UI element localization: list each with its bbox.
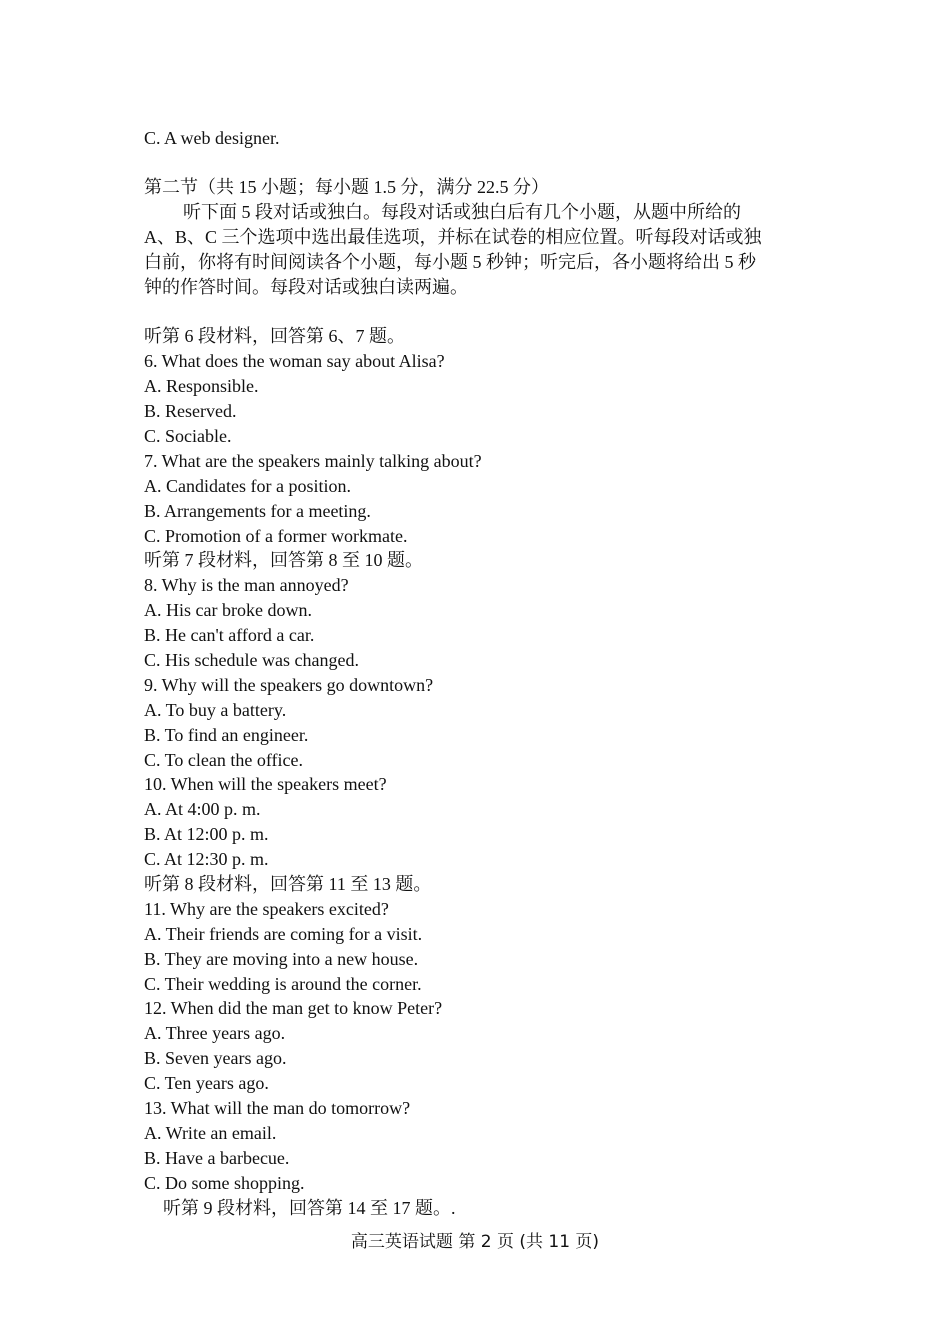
section-heading: 第二节（共 15 小题；每小题 1.5 分，满分 22.5 分） (144, 177, 549, 197)
question: 13. What will the man do tomorrow? (144, 1098, 411, 1118)
option-line: C. To clean the office. (144, 750, 304, 770)
question: 8. Why is the man annoyed? (144, 575, 349, 595)
option-line: B. Reserved. (144, 401, 237, 421)
option-line: C. Sociable. (144, 426, 232, 446)
option-line: C. Their wedding is around the corner. (144, 974, 422, 994)
option-line: B. To find an engineer. (144, 725, 309, 745)
instruction-line: 白前，你将有时间阅读各个小题，每小题 5 秒钟；听完后，各小题将给出 5 秒 (144, 252, 756, 272)
option-line: B. He can't afford a car. (144, 625, 315, 645)
option-line: C. Ten years ago. (144, 1073, 269, 1093)
option-line: A. Write an email. (144, 1123, 277, 1143)
material-heading: 听第 6 段材料，回答第 6、7 题。 (144, 326, 405, 346)
question: 12. When did the man get to know Peter? (144, 998, 443, 1018)
option-line: B. They are moving into a new house. (144, 949, 419, 969)
option-line: C. His schedule was changed. (144, 650, 359, 670)
option-line: A. Their friends are coming for a visit. (144, 924, 423, 944)
option-line: B. Arrangements for a meeting. (144, 501, 371, 521)
option-line: B. At 12:00 p. m. (144, 824, 269, 844)
question: 7. What are the speakers mainly talking about? (144, 451, 482, 471)
option-line: C. Promotion of a former workmate. (144, 526, 408, 546)
material-heading: 听第 9 段材料，回答第 14 至 17 题。. (163, 1198, 456, 1218)
question: 9. Why will the speakers go downtown? (144, 675, 434, 695)
instruction-line: A、B、C 三个选项中选出最佳选项，并标在试卷的相应位置。听每段对话或独 (144, 227, 762, 247)
question: 6. What does the woman say about Alisa? (144, 351, 445, 371)
question: 10. When will the speakers meet? (144, 774, 387, 794)
option-line: A. Candidates for a position. (144, 476, 351, 496)
material-heading: 听第 7 段材料，回答第 8 至 10 题。 (144, 550, 423, 570)
option-line: A. Three years ago. (144, 1023, 286, 1043)
option-line: C. Do some shopping. (144, 1173, 305, 1193)
option-line: B. Have a barbecue. (144, 1148, 290, 1168)
material-heading: 听第 8 段材料，回答第 11 至 13 题。 (144, 874, 432, 894)
instruction-line: 钟的作答时间。每段对话或独白读两遍。 (144, 277, 468, 297)
option-line: A. His car broke down. (144, 600, 312, 620)
option-line: C. At 12:30 p. m. (144, 849, 269, 869)
option-line: A. To buy a battery. (144, 700, 287, 720)
question: 11. Why are the speakers excited? (144, 899, 389, 919)
option-line: A. Responsible. (144, 376, 259, 396)
option-line: B. Seven years ago. (144, 1048, 287, 1068)
option-line: A. At 4:00 p. m. (144, 799, 261, 819)
page-footer: 高三英语试题 第 2 页 (共 11 页) (350, 1232, 600, 1252)
instruction-line: 听下面 5 段对话或独白。每段对话或独白后有几个小题，从题中所给的 (183, 202, 741, 222)
option-line: C. A web designer. (144, 128, 280, 148)
